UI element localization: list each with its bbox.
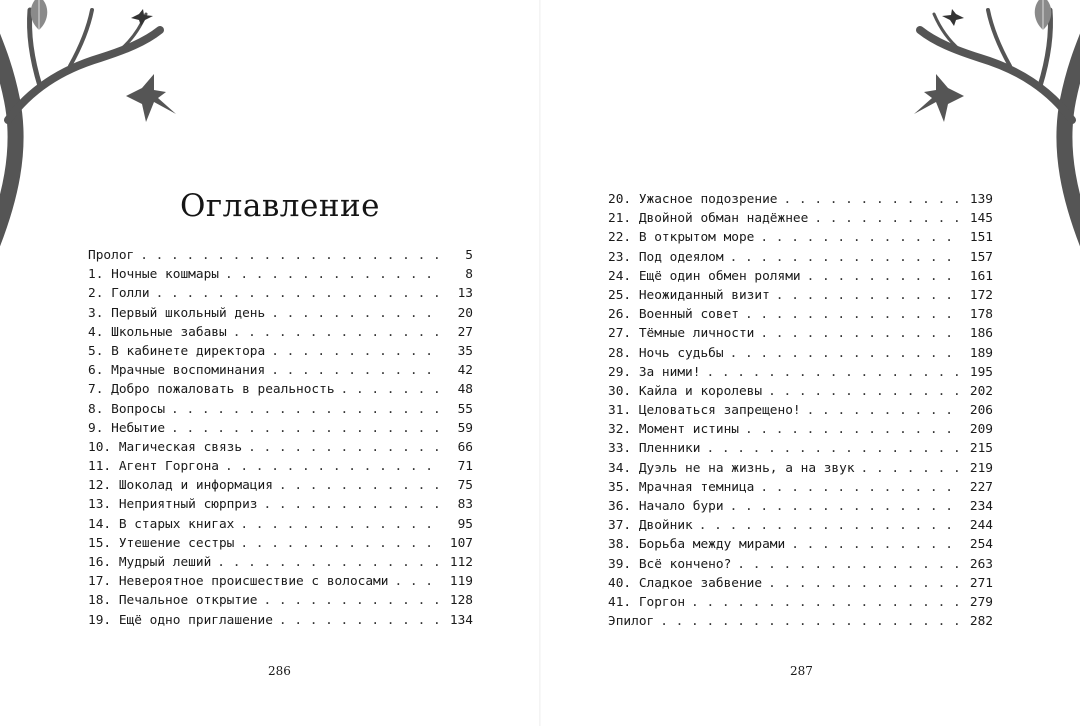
swallow-icon xyxy=(120,70,180,130)
toc-dot-leader xyxy=(768,382,959,401)
toc-entry-title: 28. Ночь судьбы xyxy=(608,345,724,361)
toc-entry-title: 10. Магическая связь xyxy=(88,439,243,455)
small-bird-icon xyxy=(129,8,155,28)
toc-entry-page: 279 xyxy=(969,594,993,610)
toc-entry-title: 34. Дуэль не на жизнь, а на звук xyxy=(608,460,855,476)
toc-entry xyxy=(608,248,993,267)
toc-entry-title: 27. Тёмные личности xyxy=(608,326,755,342)
toc-entry-title: 12. Шоколад и информация xyxy=(88,478,273,494)
toc-entry-page: 55 xyxy=(457,401,473,417)
toc-entry-title: 22. В открытом море xyxy=(608,230,755,246)
toc-dot-leader xyxy=(807,267,959,286)
toc-entry xyxy=(608,344,993,363)
toc-entry-title: 9. Небытие xyxy=(88,420,166,436)
toc-entry-title: 38. Борьба между мирами xyxy=(608,537,786,553)
toc-dot-leader xyxy=(140,246,439,265)
toc-dot-leader xyxy=(760,478,959,497)
toc-entry xyxy=(88,400,473,419)
toc-dot-leader xyxy=(271,304,439,323)
toc-entry xyxy=(608,459,993,478)
toc-entry-page: 186 xyxy=(969,326,993,342)
toc-entry xyxy=(88,265,473,284)
toc-dot-leader xyxy=(171,419,439,438)
toc-entry-page: 219 xyxy=(969,460,993,476)
toc-entry xyxy=(88,342,473,361)
toc-entry xyxy=(88,361,473,380)
toc-entry-title: Эпилог xyxy=(608,614,655,630)
toc-entry-title: 24. Ещё один обмен ролями xyxy=(608,268,801,284)
toc-entry xyxy=(608,324,993,343)
toc-dot-leader xyxy=(156,284,439,303)
toc-dot-leader xyxy=(240,515,439,534)
toc-dot-leader xyxy=(776,286,959,305)
toc-dot-leader xyxy=(341,380,439,399)
toc-entry-page: 209 xyxy=(969,422,993,438)
toc-entry xyxy=(88,495,473,514)
toc-entry-page: 206 xyxy=(969,403,993,419)
toc-entry xyxy=(608,190,993,209)
toc-dot-leader xyxy=(264,591,440,610)
toc-entry-title: 40. Сладкое забвение xyxy=(608,575,763,591)
toc-entry-page: 119 xyxy=(449,574,473,590)
toc-entry-title: 19. Ещё одно приглашение xyxy=(88,612,273,628)
toc-entry-page: 83 xyxy=(457,497,473,513)
toc-entry xyxy=(608,401,993,420)
toc-entry-title: 31. Целоваться запрещено! xyxy=(608,403,801,419)
toc-entry xyxy=(88,304,473,323)
toc-entry-page: 145 xyxy=(969,211,993,227)
toc-entry-title: 6. Мрачные воспоминания xyxy=(88,363,266,379)
leaf-icon xyxy=(1028,0,1058,34)
toc-entry-title: 2. Голли xyxy=(88,286,150,302)
toc-dot-leader xyxy=(730,497,959,516)
toc-entry xyxy=(88,476,473,495)
toc-entry-page: 107 xyxy=(449,535,473,551)
toc-entry-title: 18. Печальное открытие xyxy=(88,593,258,609)
toc-entry-title: 41. Горгон xyxy=(608,594,686,610)
toc-entry-title: 33. Пленники xyxy=(608,441,701,457)
toc-entry xyxy=(608,439,993,458)
toc-entry-page: 189 xyxy=(969,345,993,361)
toc-entry-title: 29. За ними! xyxy=(608,364,701,380)
toc-dot-leader xyxy=(279,476,439,495)
toc-entry-page: 8 xyxy=(465,267,473,283)
toc-entry-page: 151 xyxy=(969,230,993,246)
toc-entry-page: 35 xyxy=(457,343,473,359)
toc-entry xyxy=(608,497,993,516)
toc-entry xyxy=(88,419,473,438)
toc-dot-leader xyxy=(784,190,960,209)
toc-dot-leader xyxy=(730,248,959,267)
toc-entry-page: 172 xyxy=(969,287,993,303)
toc-entry-title: 13. Неприятный сюрприз xyxy=(88,497,258,513)
toc-entry xyxy=(88,284,473,303)
toc-entry-page: 234 xyxy=(969,499,993,514)
toc-dot-leader xyxy=(394,572,439,591)
page-number: 287 xyxy=(790,664,813,678)
toc-entry-page: 95 xyxy=(457,516,473,532)
toc-dot-leader xyxy=(240,534,439,553)
toc-entry-page: 42 xyxy=(457,363,473,379)
toc-dot-leader xyxy=(737,555,959,574)
small-bird-icon xyxy=(940,8,966,28)
toc-dot-leader xyxy=(699,516,959,535)
toc-entry xyxy=(88,515,473,534)
toc-entry xyxy=(608,478,993,497)
toc-entry-title: 17. Невероятное происшествие с волосами xyxy=(88,574,389,590)
toc-entry-page: 66 xyxy=(457,439,473,455)
toc-entry xyxy=(608,363,993,382)
toc-dot-leader xyxy=(233,323,439,342)
toc-entry-page: 271 xyxy=(969,575,993,591)
toc-title: Оглавление xyxy=(180,188,380,224)
toc-entry-title: 15. Утешение сестры xyxy=(88,535,235,551)
toc-entry-page: 5 xyxy=(465,248,473,263)
toc-entry-page: 75 xyxy=(457,478,473,494)
toc-entry xyxy=(88,572,473,591)
toc-entry-page: 71 xyxy=(457,459,473,475)
toc-entry-page: 263 xyxy=(969,556,993,572)
toc-entry-page: 20 xyxy=(457,305,473,321)
toc-entry xyxy=(608,420,993,439)
toc-entry-title: 35. Мрачная темница xyxy=(608,479,755,495)
toc-dot-leader xyxy=(271,361,439,380)
toc-dot-leader xyxy=(271,342,439,361)
toc-dot-leader xyxy=(217,553,439,572)
toc-entry xyxy=(608,382,993,401)
toc-entry-page: 128 xyxy=(449,593,473,609)
toc-entry-page: 244 xyxy=(969,518,993,534)
toc-dot-leader xyxy=(225,265,439,284)
toc-dot-leader xyxy=(745,305,959,324)
toc-entry xyxy=(608,555,993,574)
toc-entry xyxy=(88,534,473,553)
toc-dot-leader xyxy=(730,344,959,363)
toc-list-left xyxy=(88,246,473,630)
toc-dot-leader xyxy=(225,457,439,476)
toc-dot-leader xyxy=(706,363,959,382)
toc-dot-leader xyxy=(745,420,959,439)
right-page xyxy=(540,0,1080,726)
toc-entry xyxy=(608,305,993,324)
toc-dot-leader xyxy=(264,495,440,514)
toc-entry xyxy=(608,593,993,612)
toc-entry-title: 39. Всё кончено? xyxy=(608,556,732,572)
toc-entry-title: 30. Кайла и королевы xyxy=(608,383,763,399)
toc-entry-title: 23. Под одеялом xyxy=(608,249,724,265)
toc-entry-page: 13 xyxy=(457,286,473,302)
toc-entry-title: 14. В старых книгах xyxy=(88,516,235,532)
toc-entry xyxy=(608,209,993,228)
toc-entry-title: 32. Момент истины xyxy=(608,422,739,438)
toc-entry-page: 202 xyxy=(969,383,993,399)
toc-entry xyxy=(88,553,473,572)
toc-dot-leader xyxy=(248,438,439,457)
toc-entry xyxy=(608,612,993,631)
toc-entry-page: 112 xyxy=(449,555,473,570)
toc-entry-title: 16. Мудрый леший xyxy=(88,555,212,570)
toc-entry xyxy=(608,516,993,535)
toc-entry-page: 157 xyxy=(969,249,993,265)
toc-entry-title: 11. Агент Горгона xyxy=(88,459,219,475)
toc-dot-leader xyxy=(279,611,439,630)
toc-entry-title: 36. Начало бури xyxy=(608,499,724,514)
swallow-icon xyxy=(910,70,970,130)
toc-entry-page: 282 xyxy=(969,614,993,630)
toc-entry-title: 7. Добро пожаловать в реальность xyxy=(88,382,335,398)
toc-entry-title: 3. Первый школьный день xyxy=(88,305,266,321)
toc-dot-leader xyxy=(861,459,959,478)
toc-dot-leader xyxy=(706,439,959,458)
toc-entry xyxy=(88,457,473,476)
toc-entry xyxy=(608,228,993,247)
leaf-icon xyxy=(24,0,54,34)
toc-entry-page: 139 xyxy=(969,192,993,207)
toc-entry xyxy=(88,323,473,342)
toc-entry-page: 178 xyxy=(969,307,993,323)
toc-dot-leader xyxy=(760,228,959,247)
toc-entry-title: 25. Неожиданный визит xyxy=(608,287,770,303)
toc-entry-page: 48 xyxy=(457,382,473,398)
toc-dot-leader xyxy=(171,400,439,419)
toc-entry-title: 8. Вопросы xyxy=(88,401,166,417)
toc-dot-leader xyxy=(768,574,959,593)
toc-entry-page: 227 xyxy=(969,479,993,495)
toc-entry-page: 254 xyxy=(969,537,993,553)
toc-entry xyxy=(88,246,473,265)
toc-dot-leader xyxy=(660,612,959,631)
toc-dot-leader xyxy=(760,324,959,343)
toc-entry xyxy=(88,611,473,630)
toc-entry xyxy=(88,380,473,399)
toc-entry-title: 1. Ночные кошмары xyxy=(88,267,219,283)
toc-entry-title: Пролог xyxy=(88,248,135,263)
toc-entry-title: 4. Школьные забавы xyxy=(88,324,227,340)
toc-dot-leader xyxy=(791,535,959,554)
toc-entry-page: 134 xyxy=(449,612,473,628)
toc-entry xyxy=(88,438,473,457)
page-number: 286 xyxy=(268,664,291,678)
toc-entry xyxy=(608,574,993,593)
toc-entry-page: 27 xyxy=(457,324,473,340)
toc-entry xyxy=(608,267,993,286)
toc-entry-page: 215 xyxy=(969,441,993,457)
toc-entry-title: 20. Ужасное подозрение xyxy=(608,192,778,207)
toc-entry-title: 26. Военный совет xyxy=(608,307,739,323)
toc-list-right xyxy=(608,190,993,631)
toc-entry xyxy=(608,535,993,554)
toc-dot-leader xyxy=(691,593,959,612)
toc-entry-page: 59 xyxy=(457,420,473,436)
toc-dot-leader xyxy=(814,209,959,228)
toc-entry xyxy=(608,286,993,305)
toc-entry-title: 21. Двойной обман надёжнее xyxy=(608,211,809,227)
toc-entry-title: 5. В кабинете директора xyxy=(88,343,266,359)
toc-entry-page: 195 xyxy=(969,364,993,380)
toc-entry xyxy=(88,591,473,610)
toc-entry-page: 161 xyxy=(969,268,993,284)
toc-entry-title: 37. Двойник xyxy=(608,518,693,534)
toc-dot-leader xyxy=(807,401,959,420)
